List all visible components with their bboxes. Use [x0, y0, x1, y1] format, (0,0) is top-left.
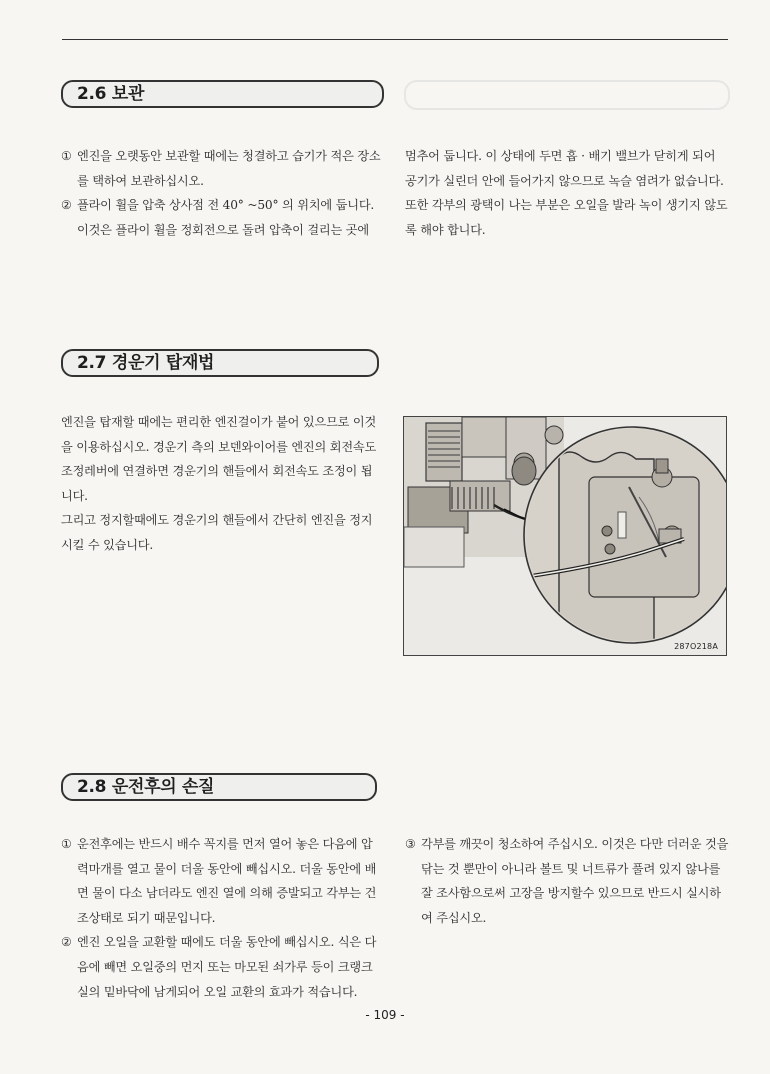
top-rule: [62, 39, 728, 40]
item-text: 엔진 오일을 교환할 때에도 더울 동안에 빼십시오. 식은 다음에 빼면 오일중의 먼지 또는 마모된 쇠가루 등이 크랭크실의 밑바닥에 남게되어 오일 교환의 효과가 적습니다.: [77, 935, 377, 999]
figure-code: 287O218A: [674, 642, 718, 651]
after-run-item-3: [405, 832, 730, 930]
after-run-right-column: [405, 832, 730, 930]
after-run-left-column: [61, 832, 383, 1004]
mounting-paragraph-1: 엔진을 탑재할 때에는 편리한 엔진걸이가 붙어 있으므로 이것을 이용하십시오. 경운기 측의 보덴와이어를 엔진의 회전속도 조정레버에 연결하면 경운기의 핸들에서 회전속도 조정이 됩니다.: [61, 415, 377, 503]
storage-item-2: [61, 193, 383, 242]
mounting-text-column: [61, 410, 379, 558]
section-heading-after-run: 2.8 운전후의 손질: [61, 773, 377, 801]
section-heading-mounting: 2.7 경운기 탑재법: [61, 349, 379, 377]
item-number: ②: [61, 198, 72, 213]
storage-left-column: [61, 144, 383, 242]
storage-continuation: 멈추어 둡니다. 이 상태에 두면 흡 · 배기 밸브가 닫히게 되어 공기가 실린더 안에 들어가지 않으므로 녹슬 염려가 없습니다. 또한 각부의 광택이 나는 부분은 오일을 발라 녹이 생기지 않도록 해야 합니다.: [405, 149, 728, 237]
engine-illustration: [404, 417, 726, 655]
storage-right-column: [405, 144, 730, 242]
page-number: - 109 -: [365, 1008, 405, 1022]
item-text: 각부를 깨끗이 청소하여 주십시오. 이것은 다만 더러운 것을 닦는 것 뿐만이 아니라 볼트 및 너트류가 풀려 있지 않나를 잘 조사함으로써 고장을 방지할수 있으므로 반드시 실시하여 주십시오.: [421, 837, 729, 925]
after-run-item-2: [61, 930, 383, 1004]
mounting-paragraph-2: 그리고 정지할때에도 경운기의 핸들에서 간단히 엔진을 정지시킬 수 있습니다.: [61, 513, 373, 552]
item-text: 엔진을 오랫동안 보관할 때에는 청결하고 습기가 적은 장소를 택하여 보관하십시오.: [77, 149, 381, 188]
item-number: ①: [61, 149, 72, 163]
engine-governor-figure: [403, 416, 727, 656]
storage-item-1: [61, 144, 383, 193]
show-through-header: [404, 80, 730, 110]
item-text: 운전후에는 반드시 배수 꼭지를 먼저 열어 놓은 다음에 압력마개를 열고 물이 더울 동안에 빼십시오. 더울 동안에 배면 물이 다소 남더라도 엔진 열에 의해 증발되고 각부는 건조상태로 되기 때문입니다.: [77, 837, 377, 925]
item-number: ③: [405, 837, 416, 851]
item-text: 플라이 휠을 압축 상사점 전 40° ~50° 의 위치에 둡니다. 이것은 플라이 휠을 정회전으로 돌려 압축이 걸리는 곳에: [77, 198, 375, 237]
item-number: ②: [61, 935, 72, 950]
item-number: ①: [61, 837, 72, 851]
after-run-item-1: [61, 832, 383, 930]
section-heading-storage: 2.6 보관: [61, 80, 384, 108]
